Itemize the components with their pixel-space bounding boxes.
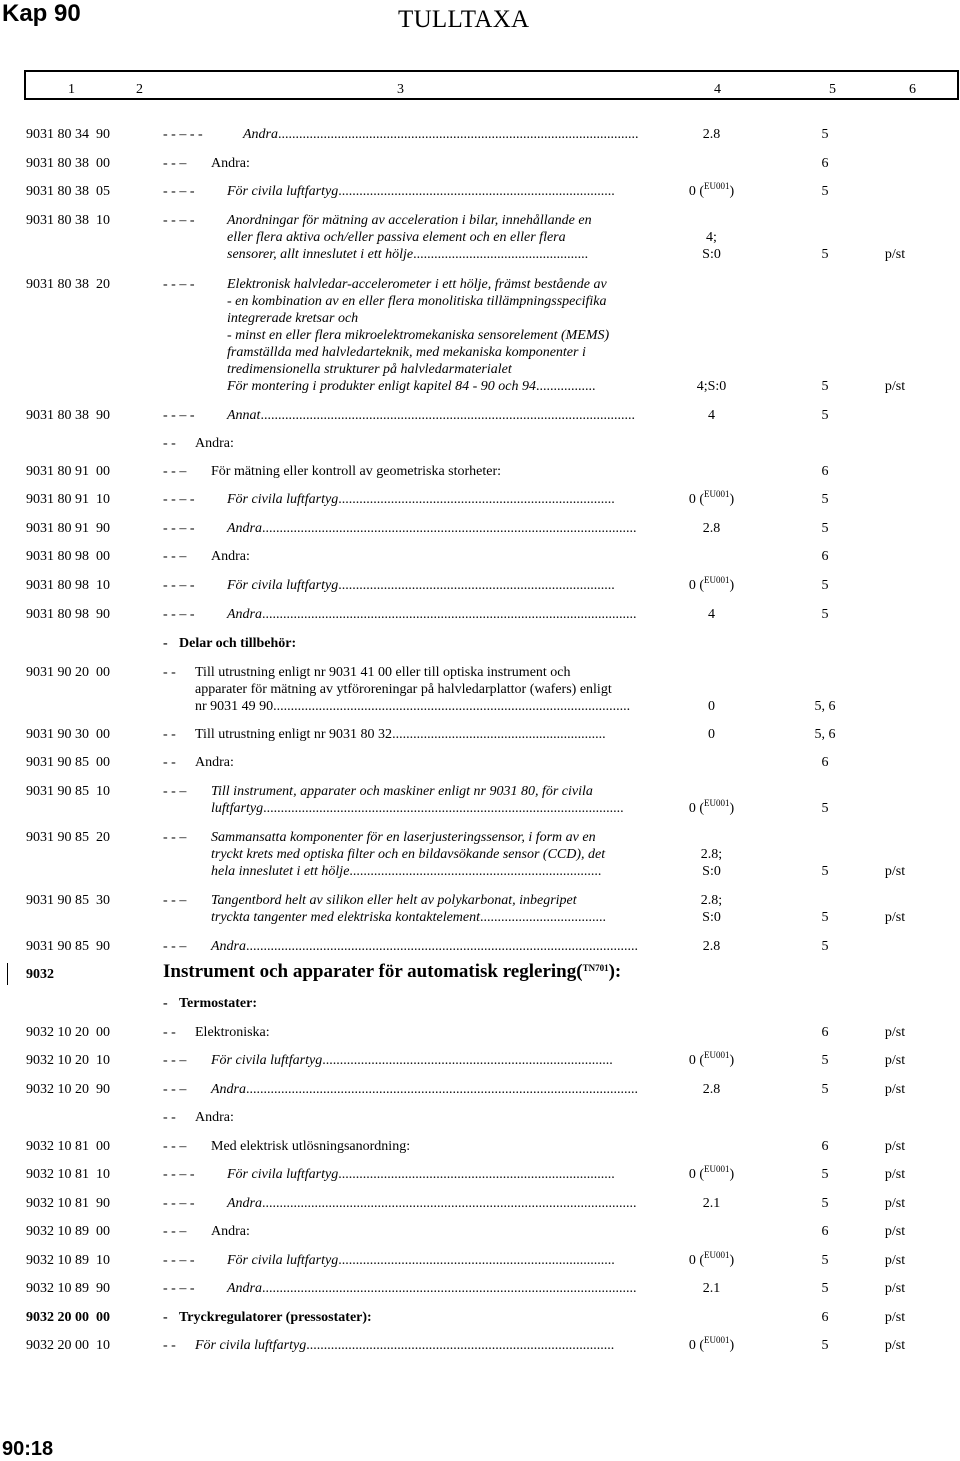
description-line: Anordningar för mätning av acceleration i bilar, innehållande en [227,213,592,228]
indent-dashes: - - – [163,549,187,564]
description-line: Instrument och apparater för automatisk reglering($^{TN701}$): [163,961,622,982]
cn-code: 9032 10 89 90 [26,1281,110,1296]
cn-code: 9031 80 38 00 [26,156,110,171]
note-code: 6 [821,755,829,770]
cn-code: 9032 20 00 10 [26,1338,110,1353]
indent-dashes: - - – - [163,607,195,622]
description-line: Med elektrisk utlösningsanordning: [211,1139,411,1154]
indent-dashes: - - – [163,464,187,479]
note-code: 5 [821,1196,829,1211]
duty-rate: 4 [708,408,715,423]
duty-rate: 6 [821,1025,829,1040]
duty-rate: 4; S:0 [702,230,721,262]
note-code: 5 [821,864,829,879]
note-code: 5 [821,939,829,954]
description-line: Termostater: [179,996,258,1011]
col-6: 6 [909,82,916,97]
cn-code: 9031 80 38 20 [26,277,110,292]
description-line: Delar och tillbehör: [179,636,297,651]
note-code: 5 [821,910,829,925]
indent-dashes: - - – [163,784,187,799]
description-line: Till utrustning enligt nr 9031 80 32............................................................. [195,727,606,742]
indent-dashes: - - – [163,1082,187,1097]
indent-dashes: - - [163,1025,176,1040]
col-2: 2 [136,82,143,97]
description-line: hela inneslutet i ett hölje........................................................................ [211,864,602,879]
description-line: Andra: [195,755,234,770]
note-code: 5, 6 [814,727,836,742]
description-line: Annat........................................................................................................... [227,408,635,423]
description-line: nr 9031 49 90...................................................................................................... [195,699,631,714]
cn-code: 9031 90 85 20 [26,830,110,845]
indent-dashes: - - – - [163,1253,195,1268]
description-line: För civila luftfartyg........................................................................................ [195,1338,615,1353]
description-line: För mätning eller kontroll av geometriska storheter: [211,464,502,479]
description-line: För montering i produkter enligt kapitel 84 - 90 och 94................. [227,379,596,394]
indent-dashes: - - – - [163,492,195,507]
duty-rate: 0 [708,699,715,714]
description-line: Tryckregulatorer (pressostater): [179,1310,372,1325]
duty-rate: 6 [821,1224,829,1239]
description-line: apparater för mätning av ytföroreningar på halvledarplattor (wafers) enligt [195,682,612,697]
note-code: 5 [821,492,829,507]
note-code: 5 [821,247,829,262]
note-code: 6 [821,156,829,171]
description-line: Andra: [195,436,234,451]
indent-dashes: - [163,1310,168,1325]
indent-dashes: - - – - [163,184,195,199]
cn-code: 9031 80 34 90 [26,127,110,142]
cn-code: 9031 80 38 90 [26,408,110,423]
cn-code: 9031 90 85 00 [26,755,110,770]
indent-dashes: - - – - [163,1196,195,1211]
duty-rate: 4;S:0 [696,379,727,394]
description-line: Andra: [211,156,250,171]
note-code: p/st [884,1224,906,1239]
description-line: För civila luftfartyg............................................................................... [227,578,615,593]
description-line: Elektroniska: [195,1025,270,1040]
column-header-box [24,70,959,100]
cn-code: 9031 90 30 00 [26,727,110,742]
note-code: 5 [821,1082,829,1097]
note-code: 5 [821,521,829,536]
description-line: Andra........................................................................................................... [227,521,637,536]
duty-rate: 2.8; S:0 [700,893,723,925]
indent-dashes: - - [163,1110,176,1125]
cn-code: 9031 80 38 10 [26,213,110,228]
indent-dashes: - - – [163,156,187,171]
duty-rate: 2.8 [702,1082,721,1097]
description-line: För civila luftfartyg............................................................................... [227,184,615,199]
chapter-label: Kap 90 [2,0,81,27]
note-code: 5 [821,379,829,394]
note-code: 5 [821,127,829,142]
description-line: Andra....................................................................................................... [243,127,639,142]
indent-dashes: - - – - [163,1281,195,1296]
cn-code: 9032 10 81 10 [26,1167,110,1182]
description-line: För civila luftfartyg............................................................................... [227,492,615,507]
duty-rate: 2.1 [702,1196,721,1211]
cn-code: 9031 90 20 00 [26,665,110,680]
duty-rate: 0 ($^{EU001}$) [688,489,735,507]
description-line: luftfartyg....................................................................................................... [211,801,624,816]
description-line: För civila luftfartyg................................................................................... [211,1053,613,1068]
indent-dashes: - [163,996,168,1011]
unit: p/st [884,1338,906,1353]
duty-rate: 0 ($^{EU001}$) [688,1335,735,1353]
col-1: 1 [68,82,75,97]
indent-dashes: - - – [163,939,187,954]
description-line: sensorer, allt inneslutet i ett hölje.................................................. [227,247,589,262]
duty-rate: 0 ($^{EU001}$) [688,575,735,593]
description-line: Andra: [211,549,250,564]
unit: p/st [884,247,906,262]
duty-rate: 4 [708,607,715,622]
indent-dashes: - [163,636,168,651]
note-code: 5 [821,1338,829,1353]
description-line: Andra........................................................................................................... [227,1196,637,1211]
indent-dashes: - - – - [163,213,195,228]
duty-rate: 6 [821,1310,829,1325]
cn-code: 9032 10 20 90 [26,1082,110,1097]
cn-code: 9032 10 89 00 [26,1224,110,1239]
note-code: 5 [821,1281,829,1296]
indent-dashes: - - [163,436,176,451]
note-code: p/st [884,1310,906,1325]
duty-rate: 0 ($^{EU001}$) [688,1250,735,1268]
indent-dashes: - - [163,727,176,742]
indent-dashes: - - – - [163,521,195,536]
indent-dashes: - - – [163,1053,187,1068]
duty-rate: 0 [708,727,715,742]
cn-code: 9032 20 00 00 [26,1310,110,1325]
cn-code: 9031 80 38 05 [26,184,110,199]
duty-rate: 2.8; S:0 [700,847,723,879]
indent-dashes: - - – - [163,1167,195,1182]
unit: p/st [884,1196,906,1211]
description-line: tryckta tangenter med elektriska kontaktelement.................................... [211,910,607,925]
description-line: tredimensionella strukturer på halvledarmaterialet [227,362,512,377]
indent-dashes: - - [163,1338,176,1353]
cn-code: 9031 90 85 10 [26,784,110,799]
note-code: 5, 6 [814,699,836,714]
page-title: TULLTAXA [398,6,530,33]
note-code: 5 [821,801,829,816]
note-code: 5 [821,184,829,199]
description-line: Andra........................................................................................................... [227,1281,637,1296]
unit: p/st [884,1053,906,1068]
description-line: För civila luftfartyg............................................................................... [227,1253,615,1268]
description-line: Andra: [211,1224,250,1239]
description-line: Till utrustning enligt nr 9031 41 00 eller till optiska instrument och [195,665,571,680]
indent-dashes: - - – [163,1139,187,1154]
note-code: 5 [821,1253,829,1268]
cn-code: 9031 90 85 30 [26,893,110,908]
description-line: Till instrument, apparater och maskiner enligt nr 9031 80, för civila [211,784,593,799]
cn-code: 9031 80 98 00 [26,549,110,564]
description-line: För civila luftfartyg............................................................................... [227,1167,615,1182]
description-line: Sammansatta komponenter för en laserjusteringssensor, i form av en [211,830,596,845]
duty-rate: 2.8 [702,939,721,954]
note-code: p/st [884,1025,906,1040]
duty-rate: 0 ($^{EU001}$) [688,1050,735,1068]
unit: p/st [884,379,906,394]
cn-code: 9031 80 98 90 [26,607,110,622]
page-number: 90:18 [2,1438,54,1460]
description-line: Tangentbord helt av silikon eller helt av polykarbonat, inbegripet [211,893,577,908]
indent-dashes: - - – [163,893,187,908]
change-marker [7,963,8,985]
cn-code: 9031 80 91 10 [26,492,110,507]
indent-dashes: - - – [163,830,187,845]
duty-rate: 2.8 [702,521,721,536]
cn-code: 9032 10 20 00 [26,1025,110,1040]
description-line: Andra: [195,1110,234,1125]
indent-dashes: - - [163,665,176,680]
col-3: 3 [397,82,404,97]
cn-code: 9031 80 91 00 [26,464,110,479]
description-line: integrerade kretsar och [227,311,359,326]
note-code: 5 [821,1167,829,1182]
duty-rate: 2.8 [702,127,721,142]
description-line: - minst en eller flera mikroelektromekaniska sensorelement (MEMS) [227,328,610,343]
unit: p/st [884,864,906,879]
cn-code: 9032 10 81 00 [26,1139,110,1154]
note-code: 6 [821,549,829,564]
note-code: p/st [884,1139,906,1154]
duty-rate: 2.1 [702,1281,721,1296]
col-5: 5 [829,82,836,97]
indent-dashes: - - – - - [163,127,203,142]
note-code: 6 [821,464,829,479]
indent-dashes: - - – - [163,277,195,292]
unit: p/st [884,1281,906,1296]
cn-code: 9031 80 91 90 [26,521,110,536]
duty-rate: 0 ($^{EU001}$) [688,798,735,816]
col-4: 4 [714,82,721,97]
cn-code: 9032 10 20 10 [26,1053,110,1068]
cn-code: 9032 10 81 90 [26,1196,110,1211]
note-code: 5 [821,1053,829,1068]
description-line: Andra........................................................................................................... [227,607,637,622]
duty-rate: 0 ($^{EU001}$) [688,1164,735,1182]
indent-dashes: - - – [163,1224,187,1239]
indent-dashes: - - [163,755,176,770]
description-line: Andra................................................................................................................ [211,939,638,954]
description-line: Elektronisk halvledar-accelerometer i ett hölje, främst bestående av [227,277,607,292]
duty-rate: 6 [821,1139,829,1154]
description-line: Andra................................................................................................................ [211,1082,638,1097]
note-code: 5 [821,607,829,622]
cn-code: 9031 90 85 90 [26,939,110,954]
unit: p/st [884,910,906,925]
description-line: eller flera aktiva och/eller passiva element och en eller flera [227,230,566,245]
note-code: 5 [821,578,829,593]
indent-dashes: - - – - [163,408,195,423]
description-line: tryckt krets med optiska filter och en bildavsökande sensor (CCD), det [211,847,606,862]
description-line: - en kombination av en eller flera monolitiska tillämpningsspecifika [227,294,607,309]
unit: p/st [884,1167,906,1182]
cn-code: 9031 80 98 10 [26,578,110,593]
unit: p/st [884,1082,906,1097]
duty-rate: 0 ($^{EU001}$) [688,181,735,199]
indent-dashes: - - – - [163,578,195,593]
description-line: framställda med halvledarteknik, med mekaniska komponenter i [227,345,586,360]
unit: p/st [884,1253,906,1268]
cn-code: 9032 [26,967,54,982]
cn-code: 9032 10 89 10 [26,1253,110,1268]
note-code: 5 [821,408,829,423]
